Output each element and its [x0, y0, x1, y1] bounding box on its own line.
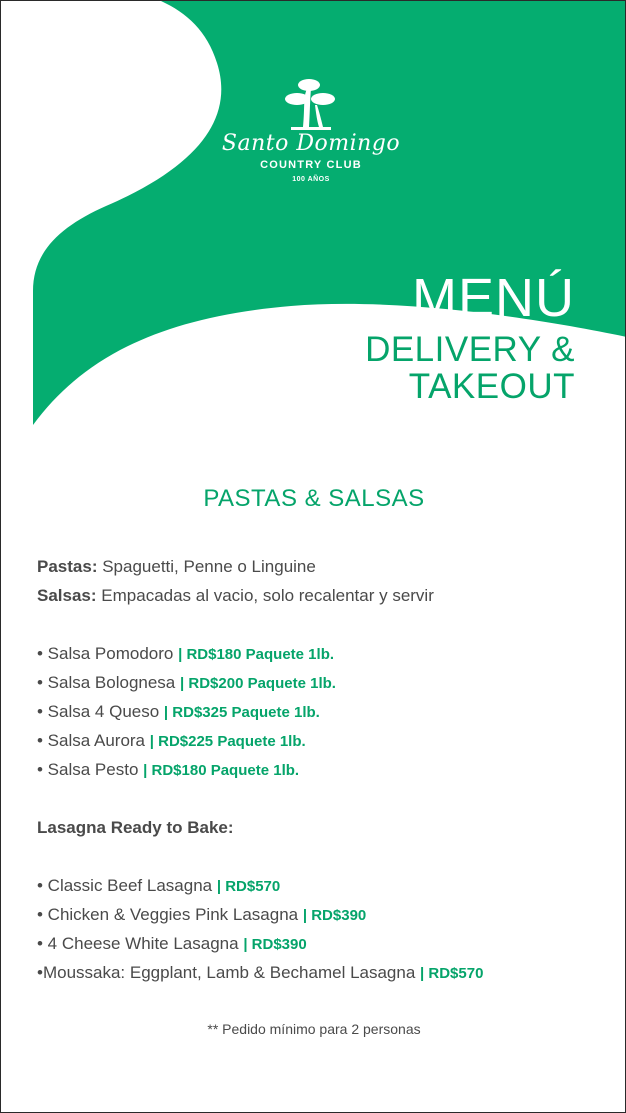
menu-subtitle [365, 331, 575, 405]
sauce-name: • Salsa Pomodoro [37, 644, 174, 663]
intro-line [37, 552, 607, 581]
menu-title: MENÚ [412, 268, 575, 328]
intro-line [37, 581, 607, 610]
club-years: 100 AÑOS [292, 176, 330, 183]
club-name: COUNTRY CLUB [260, 159, 362, 171]
club-script-name: Santo Domingo [221, 131, 401, 156]
lasagna-heading: Lasagna Ready to Bake: [37, 818, 234, 837]
subtitle-line-2: TAKEOUT [408, 367, 575, 406]
menu-content [37, 552, 607, 987]
sauce-name: • Salsa 4 Queso [37, 702, 160, 721]
sauce-price: | RD$200 Paquete 1lb. [180, 675, 336, 692]
club-logo [206, 75, 416, 183]
lasagna-name: • Chicken & Veggies Pink Lasagna [37, 905, 299, 924]
lasagna-item [37, 900, 607, 929]
sauce-name: • Salsa Pesto [37, 760, 139, 779]
intro-text: Empacadas al vacio, solo recalentar y servir [101, 586, 434, 605]
lasagna-item [37, 929, 607, 958]
sauce-item [37, 668, 607, 697]
section-title: PASTAS & SALSAS [203, 485, 425, 512]
sauce-price: | RD$180 Paquete 1lb. [178, 646, 335, 663]
palm-tree-icon [279, 75, 343, 135]
lasagna-name: • 4 Cheese White Lasagna [37, 934, 239, 953]
sauce-item [37, 726, 607, 755]
intro-text: Spaguetti, Penne o Linguine [102, 557, 316, 576]
lasagna-item [37, 871, 607, 900]
sauce-price: | RD$325 Paquete 1lb. [163, 704, 320, 721]
sauce-item [37, 639, 607, 668]
lasagna-item [37, 958, 607, 987]
lasagna-name: •Moussaka: Eggplant, Lamb & Bechamel Lasagna [37, 963, 416, 982]
lasagna-name: • Classic Beef Lasagna [37, 876, 213, 895]
sauce-price: | RD$180 Paquete 1lb. [143, 762, 300, 779]
sauce-name: • Salsa Bolognesa [37, 673, 176, 692]
intro-label: Pastas: [37, 557, 98, 576]
lasagna-price: | RD$390 [243, 936, 307, 953]
sauce-item [37, 755, 607, 784]
intro-label: Salsas: [37, 586, 97, 605]
lasagna-price: | RD$570 [420, 965, 484, 982]
lasagna-price: | RD$390 [302, 907, 367, 924]
subtitle-line-1: DELIVERY & [365, 330, 575, 369]
sauce-item [37, 697, 607, 726]
lasagna-price: | RD$570 [216, 878, 281, 895]
sauce-name: • Salsa Aurora [37, 731, 146, 750]
sauce-price: | RD$225 Paquete 1lb. [149, 733, 306, 750]
footer-note: ** Pedido mínimo para 2 personas [207, 1021, 421, 1037]
